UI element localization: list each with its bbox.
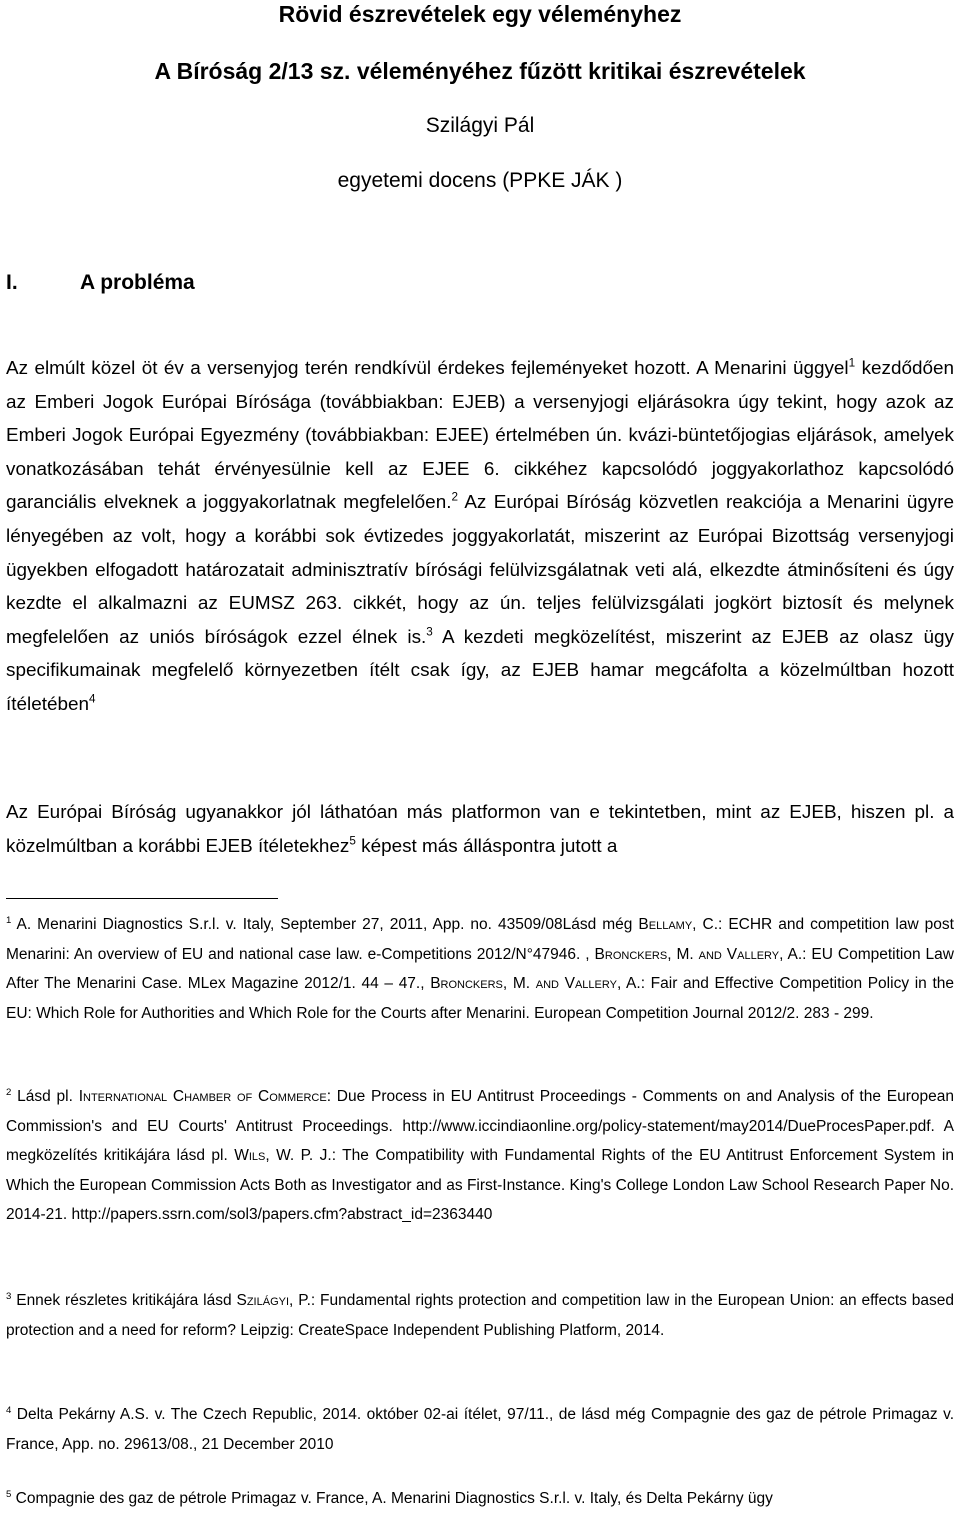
section-heading	[6, 270, 195, 296]
footnote-1	[6, 910, 954, 1028]
text-run: A. Menarini Diagnostics S.r.l. v. Italy, September 27, 2011, App. no. 43509/08Lásd még	[11, 916, 639, 933]
footnote-ref[interactable]: 1	[848, 356, 856, 370]
text-run: képest más álláspontra jutott a	[355, 835, 618, 857]
text-run: Compagnie des gaz de pétrole Primagaz v. France, A. Menarini Diagnostics S.r.l. v. Italy, és Delta Pekárny ügy	[11, 1490, 773, 1507]
author-name-run: Bronckers	[594, 945, 668, 963]
author-name-run: Bellamy	[638, 916, 693, 933]
text-run: : Due Process in EU Antitrust Proceedings - Comments on and Analysis of the European Commission's and EU Courts' Antitrust Proceedings. http://www.iccindiaonline.org/policy-statement/may2014/DueProcesPaper.pdf. A megközelítés kritikájára lásd pl.	[6, 1088, 954, 1165]
author-name-run: and Vallery	[535, 975, 617, 993]
document-title: Rövid észrevételek egy véleményhez	[278, 1, 682, 27]
text-run: Delta Pekárny A.S. v. The Czech Republic, 2014. október 02-ai ítélet, 97/11., de lásd még Compagnie des gaz de pétrole Primagaz v. France, App. no. 29613/08., 21 December 2010	[6, 1406, 954, 1453]
section-number: I.	[6, 271, 18, 294]
footnote-5	[6, 1484, 954, 1514]
author-name-run: Szilágyi	[236, 1292, 290, 1309]
footnote-ref[interactable]: 5	[349, 834, 356, 848]
text-run: , W. P. J.: The Compatibility with Fundamental Rights of the EU Antitrust Enforcement System in Which the European Commission Acts Both as Investigator and as First-Instance. King's College London Law School Research Paper No. 2014-21. http://papers.ssrn.com/sol3/papers.cfm?abstract_id=2363440	[6, 1147, 954, 1224]
footnote-3	[6, 1286, 954, 1345]
body-paragraph-1	[6, 352, 954, 722]
text-run: , A.: EU Competition Law After The Menarini Case. MLex Magazine 2012/1. 44 – 47.,	[6, 945, 954, 993]
text-run: Lásd pl.	[11, 1088, 79, 1105]
text-run: Az elmúlt közel öt év a versenyjog terén rendkívül érdekes fejleményeket hozott. A Menarini üggyel	[6, 358, 849, 379]
author-name-run: Bronckers	[430, 975, 503, 993]
footnote-2	[6, 1082, 954, 1230]
text-run: , M.	[667, 945, 699, 963]
text-run: Az Európai Bíróság közvetlen reakciója a Menarini ügyre lényegében az volt, hogy a korábbi sok évtizedes joggyakorlatát, miszerint az Európai Bizottság versenyjogi ügyekben elfogadott határozatait adminisztratív bírósági felülvizsgálatnak veti alá, elkezdte átminősíteni és úgy kezdte el alkalmazni az EUMSZ 263. cikkét, hogy az ún. teljes felülvizsgálati jogkört biztosít és melynek megfelelően az uniós bíróságok ezzel élnek is.	[6, 492, 954, 648]
text-run: , M.	[502, 975, 536, 993]
body-paragraph-2	[6, 796, 954, 863]
section-title: A probléma	[80, 271, 195, 294]
author-name-run: International Chamber of Commerce	[78, 1088, 327, 1105]
text-run: Az Európai Bíróság ugyanakkor jól láthatóan más platformon van e tekintetben, mint az EJEB, hiszen pl. a közelmúltban a korábbi EJEB ítéletekhez	[6, 802, 954, 857]
footnote-ref[interactable]: 3	[426, 625, 433, 639]
document-subtitle: A Bíróság 2/13 sz. véleményéhez fűzött kritikai észrevételek	[154, 58, 806, 84]
footnote-ref[interactable]: 2	[451, 491, 458, 505]
text-run: Ennek részletes kritikájára lásd	[11, 1292, 237, 1309]
text-run: kezdődően az Emberi Jogok Európai Bírósága (továbbiakban: EJEB) a versenyjogi eljárásokra úgy tekint, hogy azok az Emberi Jogok Európai Egyezmény (továbbiakban: EJEE) értelmében ún. kvázi-büntetőjogias eljárások, amelyek vonatkozásában tehát érvényesülnie kell az EJEE 6. cikkéhez kapcsolódó joggyakorlathoz kapcsolódó garanciális elveknek a joggyakorlatnak megfelelően.	[6, 358, 954, 514]
text-run: , A.: Fair and Effective Competition Policy in the EU: Which Role for Authorities and Which Role for the Courts after Menarini. European Competition Journal 2012/2. 283 - 299.	[6, 975, 954, 1022]
footnote-ref[interactable]: 4	[88, 692, 96, 706]
author-position: egyetemi docens (PPKE JÁK )	[337, 169, 623, 192]
footnote-mark: 4	[6, 1404, 12, 1416]
footnote-mark: 2	[6, 1086, 12, 1098]
footnote-mark: 3	[6, 1290, 12, 1302]
author-name-run: Wils	[234, 1147, 266, 1165]
author-name: Szilágyi Pál	[425, 114, 535, 137]
text-run: A kezdeti megközelítést, miszerint az EJEB az olasz ügy specifikumainak megfelelő környezetben ítélt csak így, az EJEB hamar megcáfolta a közelmúltban hozott ítéletében	[6, 626, 954, 715]
text-run: , C.: ECHR and competition law post Menarini: An overview of EU and national case law. e-Competitions 2012/N°47946. ,	[6, 916, 954, 963]
footnote-mark: 1	[6, 914, 12, 926]
footnote-separator	[6, 898, 278, 899]
author-name-run: and Vallery	[698, 945, 780, 963]
footnote-mark: 5	[6, 1488, 12, 1500]
footnote-4	[6, 1400, 954, 1459]
text-run: , P.: Fundamental rights protection and competition law in the European Union: an effects based protection and a need for reform? Leipzig: CreateSpace Independent Publishing Platform, 2014.	[6, 1292, 954, 1339]
